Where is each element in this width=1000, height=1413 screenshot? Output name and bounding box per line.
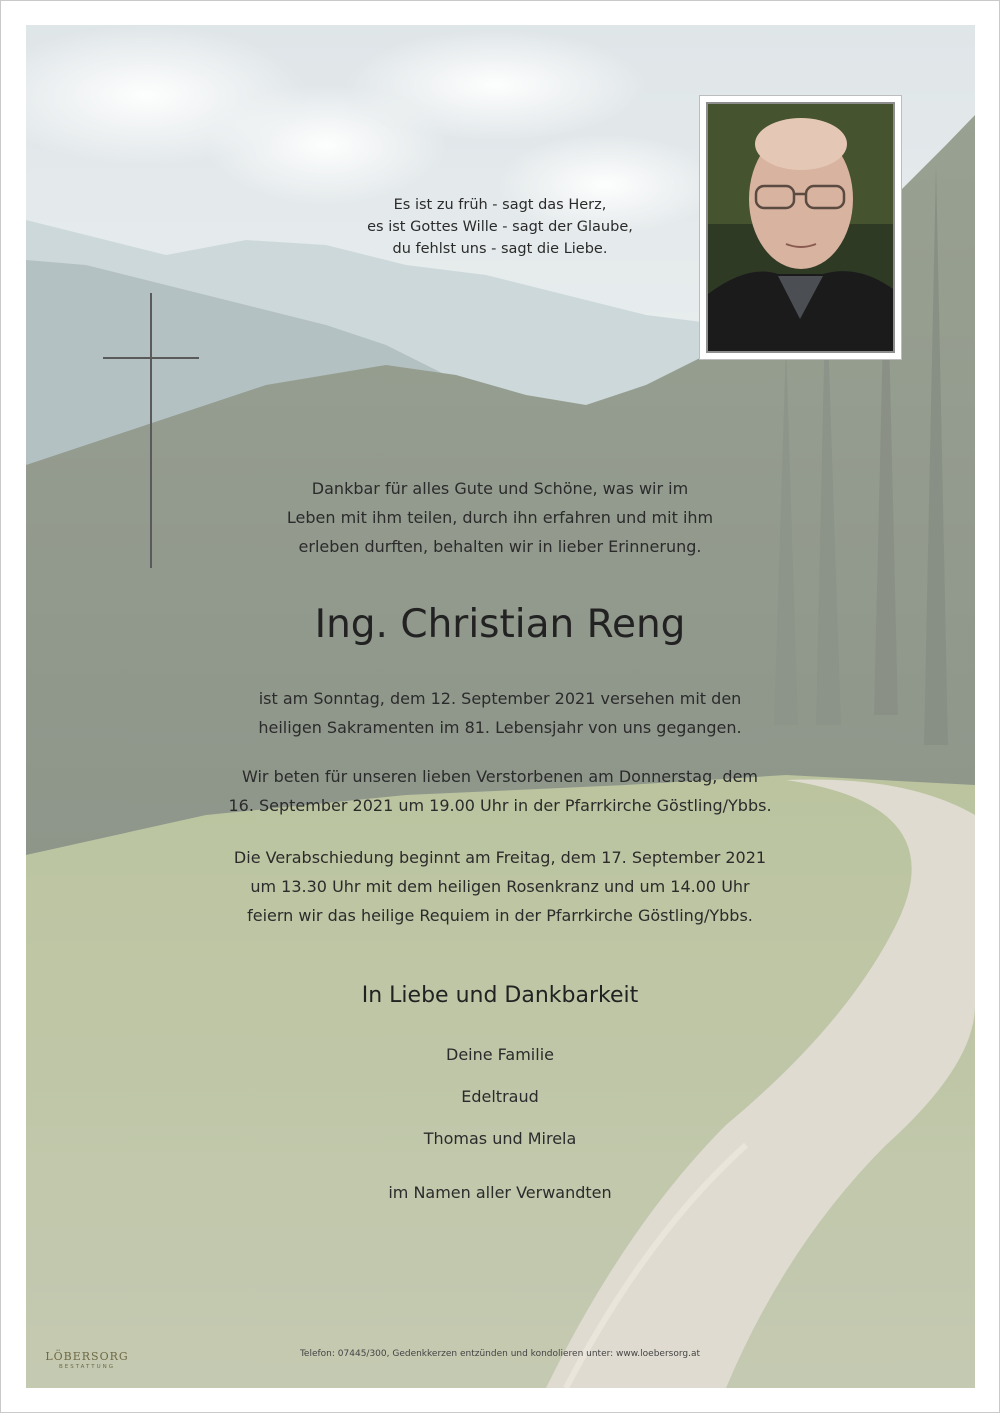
verse-line: du fehlst uns - sagt die Liebe.	[392, 241, 608, 257]
portrait-photo	[706, 102, 895, 353]
paragraph-line: Die Verabschiedung beginnt am Freitag, dem 17. September 2021	[233, 848, 767, 867]
paragraph-line: um 13.30 Uhr mit dem heiligen Rosenkranz und um 14.00 Uhr	[250, 877, 750, 896]
death-notice-paragraph	[150, 684, 850, 742]
portrait-image	[708, 104, 893, 351]
portrait-frame	[699, 95, 902, 360]
paragraph-line: heiligen Sakramenten im 81. Lebensjahr von uns gegangen.	[258, 718, 742, 737]
intro-line: erleben durften, behalten wir in lieber Erinnerung.	[298, 537, 702, 556]
verse-line: Es ist zu früh - sagt das Herz,	[393, 197, 607, 213]
farewell-paragraph	[150, 843, 850, 930]
prayer-paragraph	[150, 762, 850, 820]
signatory: im Namen aller Verwandten	[388, 1183, 612, 1202]
logo-subtitle: BESTATTUNG	[58, 1364, 116, 1370]
signatory: Deine Familie	[446, 1045, 554, 1064]
intro-line: Dankbar für alles Gute und Schöne, was wir im	[311, 479, 689, 498]
paragraph-line: ist am Sonntag, dem 12. September 2021 versehen mit den	[258, 689, 742, 708]
gratitude-text	[150, 474, 850, 561]
signatory: Thomas und Mirela	[423, 1129, 577, 1148]
paragraph-line: 16. September 2021 um 19.00 Uhr in der Pfarrkirche Göstling/Ybbs.	[228, 796, 772, 815]
paragraph-line: feiern wir das heilige Requiem in der Pfarrkirche Göstling/Ybbs.	[247, 906, 753, 925]
poem-verse	[290, 194, 710, 260]
verse-line: es ist Gottes Wille - sagt der Glaube,	[367, 219, 633, 235]
logo-brand: LÖBERSORG	[45, 1350, 129, 1363]
paragraph-line: Wir beten für unseren lieben Verstorbenen am Donnerstag, dem	[241, 767, 758, 786]
cross-icon-bar	[103, 357, 199, 359]
funeral-home-logo	[37, 1350, 137, 1370]
footer-contact: Telefon: 07445/300, Gedenkkerzen entzünden und kondolieren unter: www.loebersorg.at	[299, 1349, 701, 1359]
deceased-name: Ing. Christian Reng	[314, 602, 686, 647]
closing-phrase: In Liebe und Dankbarkeit	[361, 983, 639, 1008]
signatory: Edeltraud	[461, 1087, 539, 1106]
intro-line: Leben mit ihm teilen, durch ihn erfahren und mit ihm	[286, 508, 714, 527]
